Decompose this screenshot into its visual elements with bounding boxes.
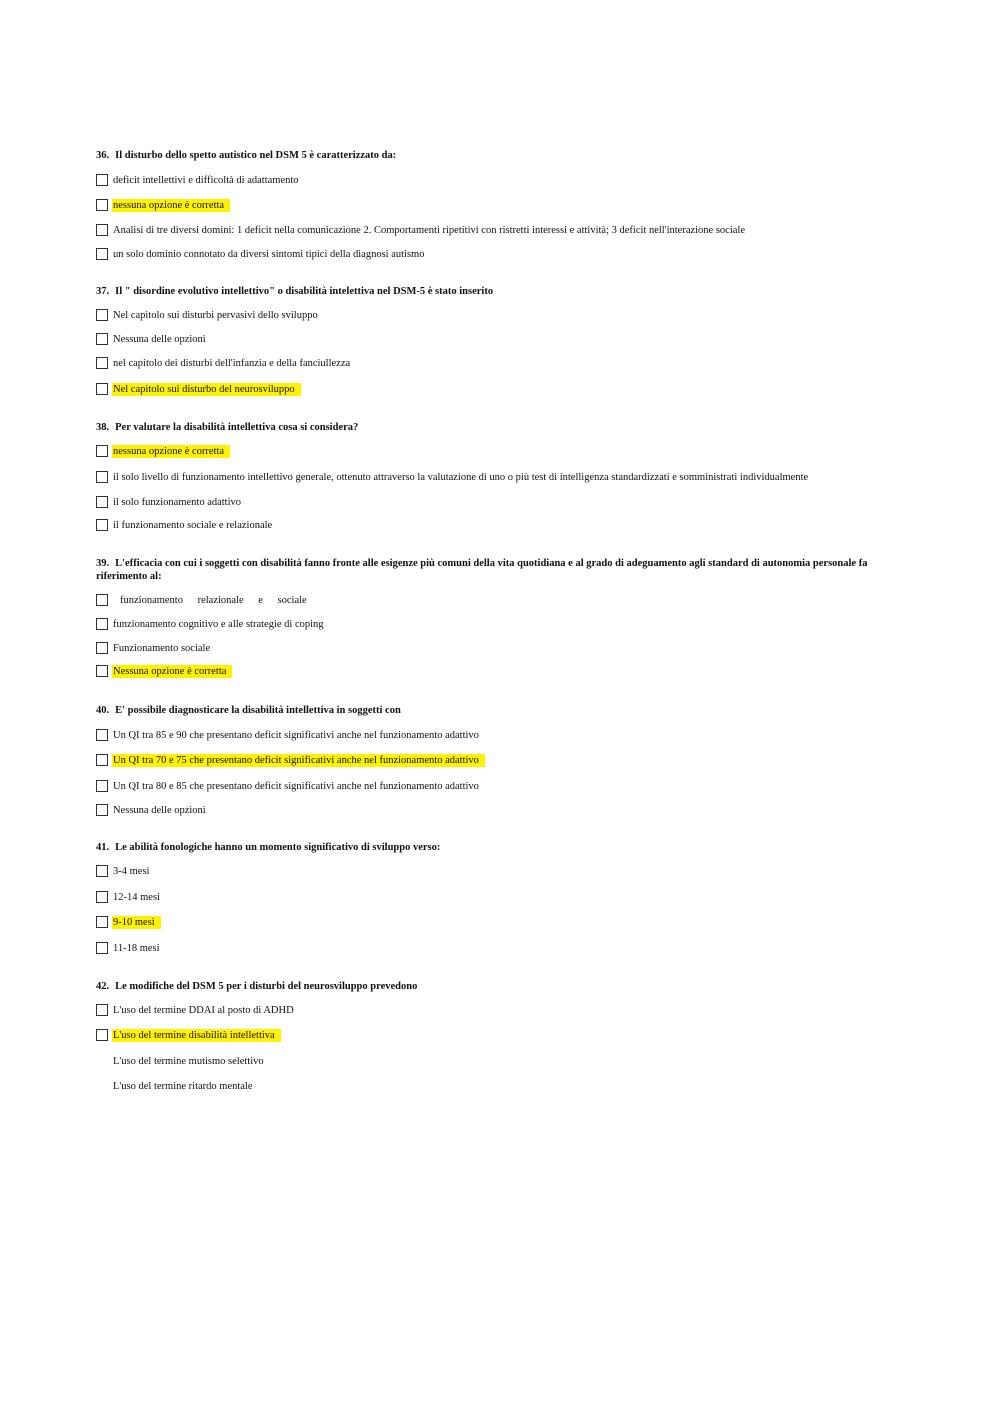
option-text: Un QI tra 70 e 75 che presentano deficit significativi anche nel funzionamento adattivo <box>112 754 485 767</box>
question-36 <box>96 149 896 260</box>
checkbox[interactable] <box>96 199 108 211</box>
checkbox[interactable] <box>96 642 108 654</box>
question-number: 41. <box>96 842 110 853</box>
answer-option[interactable] <box>96 1079 259 1093</box>
question-38 <box>96 421 896 531</box>
checkbox[interactable] <box>96 804 108 816</box>
answer-option[interactable] <box>96 356 356 370</box>
option-text: Nel capitolo sui disturbi pervasivi dello sviluppo <box>113 309 318 321</box>
checkbox[interactable] <box>96 1055 108 1067</box>
question-text: E' possibile diagnosticare la disabilità intellettiva in soggetti con <box>115 705 401 716</box>
question-41 <box>96 841 896 954</box>
question-text: Il disturbo dello spetto autistico nel DSM 5 è caratterizzato da: <box>115 150 397 161</box>
question-title <box>96 557 896 583</box>
checkbox[interactable] <box>96 891 108 903</box>
option-text: un solo dominio connotato da diversi sintomi tipici della diagnosi autismo <box>113 248 425 260</box>
question-title <box>96 285 896 298</box>
question-title <box>96 149 896 162</box>
option-text: Un QI tra 80 e 85 che presentano deficit significativi anche nel funzionamento adattivo <box>113 780 479 792</box>
question-42 <box>96 980 896 1092</box>
checkbox[interactable] <box>96 865 108 877</box>
checkbox[interactable] <box>96 309 108 321</box>
checkbox[interactable] <box>96 248 108 260</box>
answer-option-highlighted[interactable] <box>96 915 161 929</box>
checkbox[interactable] <box>96 665 108 677</box>
checkbox[interactable] <box>96 357 108 369</box>
answer-option[interactable] <box>96 518 278 532</box>
checkbox[interactable] <box>96 942 108 954</box>
answer-option[interactable] <box>96 470 814 484</box>
question-text: Le modifiche del DSM 5 per i disturbi del neurosviluppo prevedono <box>115 981 418 992</box>
option-text: il funzionamento sociale e relazionale <box>113 519 273 531</box>
checkbox[interactable] <box>96 224 108 236</box>
answer-option[interactable] <box>96 247 430 261</box>
answer-option[interactable] <box>96 332 212 346</box>
option-text: Nel capitolo sui disturbo del neurosviluppo <box>112 383 301 396</box>
question-title <box>96 980 896 993</box>
checkbox[interactable] <box>96 174 108 186</box>
question-39 <box>96 557 896 677</box>
answer-option-highlighted[interactable] <box>96 444 230 458</box>
question-number: 42. <box>96 981 110 992</box>
checkbox[interactable] <box>96 618 108 630</box>
checkbox[interactable] <box>96 1080 108 1092</box>
question-text: Il " disordine evolutivo intellettivo" o disabilità intelettiva nel DSM-5 è stato inserito <box>115 286 494 297</box>
option-text: 9-10 mesi <box>112 916 161 929</box>
option-text: nel capitolo dei disturbi dell'infanzia e della fanciullezza <box>113 357 351 369</box>
checkbox[interactable] <box>96 445 108 457</box>
answer-option[interactable] <box>96 803 212 817</box>
option-text: Funzionamento sociale <box>113 642 211 654</box>
option-text: il solo funzionamento adattivo <box>113 496 242 508</box>
option-text: funzionamento relazionale e sociale <box>120 594 307 606</box>
answer-option-highlighted[interactable] <box>96 382 301 396</box>
checkbox[interactable] <box>96 1004 108 1016</box>
checkbox[interactable] <box>96 496 108 508</box>
checkbox[interactable] <box>96 780 108 792</box>
option-text: il solo livello di funzionamento intellettivo generale, ottenuto attraverso la valutazione di uno o più test di intelligenza standardizzati e somministrati individualmente <box>113 471 809 483</box>
option-text: nessuna opzione è corretta <box>112 445 230 458</box>
question-number: 40. <box>96 705 110 716</box>
option-text: L'uso del termine DDAI al posto di ADHD <box>113 1004 294 1016</box>
option-text: nessuna opzione è corretta <box>112 199 230 212</box>
question-37 <box>96 285 896 395</box>
answer-option[interactable] <box>96 617 330 631</box>
answer-option[interactable] <box>96 308 324 322</box>
option-text: Nessuna opzione è corretta <box>112 665 232 678</box>
option-text: Un QI tra 85 e 90 che presentano deficit significativi anche nel funzionamento adattivo <box>113 729 479 741</box>
answer-option[interactable] <box>96 1054 270 1068</box>
option-text: Nessuna delle opzioni <box>113 333 206 345</box>
checkbox[interactable] <box>96 916 108 928</box>
checkbox[interactable] <box>96 383 108 395</box>
option-text: 11-18 mesi <box>113 942 160 954</box>
answer-option-highlighted[interactable] <box>96 198 230 212</box>
option-text: L'uso del termine disabilità intellettiva <box>112 1029 281 1042</box>
answer-option[interactable] <box>96 779 485 793</box>
answer-option[interactable] <box>96 890 166 904</box>
option-text: 3-4 mesi <box>113 865 150 877</box>
answer-option[interactable] <box>96 1003 300 1017</box>
question-text: L'efficacia con cui i soggetti con disabilità fanno fronte alle esigenze più comuni della vita quotidiana e al grado di adeguamento agli standard di autonomia personale fa riferimento al: <box>96 558 868 582</box>
checkbox[interactable] <box>96 519 108 531</box>
answer-option[interactable] <box>96 941 166 955</box>
answer-option-highlighted[interactable] <box>96 753 485 767</box>
checkbox[interactable] <box>96 1029 108 1041</box>
checkbox[interactable] <box>96 594 108 606</box>
question-title <box>96 704 896 717</box>
option-text: L'uso del termine ritardo mentale <box>113 1080 253 1092</box>
answer-option[interactable] <box>96 641 216 655</box>
question-text: Le abilità fonologiche hanno un momento significativo di sviluppo verso: <box>115 842 441 853</box>
answer-option[interactable] <box>96 223 751 237</box>
checkbox[interactable] <box>96 754 108 766</box>
question-text: Per valutare la disabilità intellettiva cosa si considera? <box>115 422 359 433</box>
option-text: deficit intellettivi e difficoltà di adattamento <box>113 174 299 186</box>
answer-option[interactable] <box>96 173 305 187</box>
option-text: L'uso del termine mutismo selettivo <box>113 1055 264 1067</box>
option-text: funzionamento cognitivo e alle strategie di coping <box>113 618 324 630</box>
answer-option[interactable] <box>96 495 247 509</box>
option-text: Nessuna delle opzioni <box>113 804 206 816</box>
option-text: Analisi di tre diversi domini: 1 deficit nella comunicazione 2. Comportamenti ripetitivi con ristretti interessi e attività; 3 deficit nell'interazione sociale <box>113 224 745 236</box>
checkbox[interactable] <box>96 333 108 345</box>
answer-option[interactable] <box>96 728 485 742</box>
question-number: 37. <box>96 286 110 297</box>
answer-option-highlighted[interactable] <box>96 1028 281 1042</box>
answer-option[interactable] <box>96 864 155 878</box>
option-text: 12-14 mesi <box>113 891 160 903</box>
question-title <box>96 841 896 854</box>
question-40 <box>96 704 896 816</box>
checkbox[interactable] <box>96 729 108 741</box>
question-number: 39. <box>96 558 110 569</box>
question-title <box>96 421 896 434</box>
answer-option-highlighted[interactable] <box>96 664 232 678</box>
answer-option[interactable] <box>96 593 313 607</box>
question-number: 38. <box>96 422 110 433</box>
question-number: 36. <box>96 150 110 161</box>
checkbox[interactable] <box>96 471 108 483</box>
